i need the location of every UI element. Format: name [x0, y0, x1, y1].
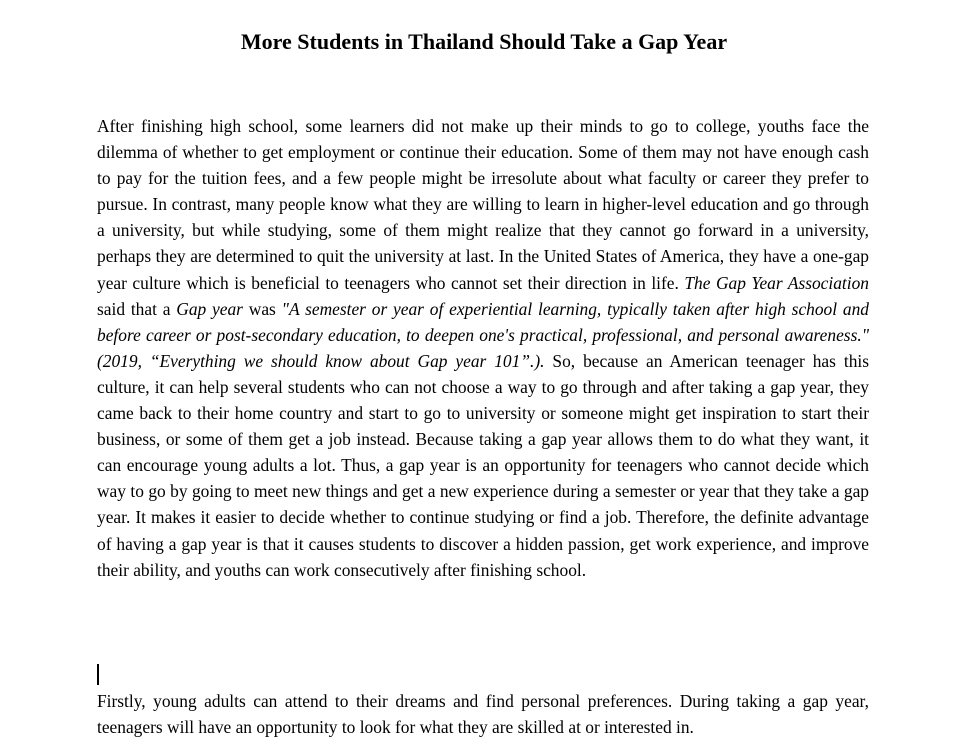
gap-year-term: Gap year — [176, 298, 243, 319]
paragraph-intro-text-3: was — [242, 298, 282, 319]
gap-year-association-name: The Gap Year Association — [684, 272, 869, 293]
paragraph-intro-text-4: So, because an American teenager has this culture, it can help several students who can not choose a way to go through and after taking a gap year, they came back to their home country and start to go to university or someone might get inspiration to start their business, or some of them get a job instead. Because taking a gap year allows them to do what they want, it can encourage young adults a lot. Thus, a gap year is an opportunity for teenagers who cannot decide which way to go by going to meet new things and get a new experience during a semester or year that they take a gap year. It makes it easier to decide whether to continue studying or find a job. Therefore, the definite advantage of having a gap year is that it causes students to discover a hidden passion, get work experience, and improve their ability, and youths can work consecutively after finishing school. — [97, 350, 869, 580]
paragraph-intro-text-1: After finishing high school, some learners did not make up their minds to go to college, youths face the dilemma of whether to get employment or continue their education. Some of them may not have enough cash to pay for the tuition fees, and a few people might be irresolute about what faculty or career they prefer to pursue. In contrast, many people know what they are willing to learn in higher-level education and go through a university, but while studying, some of them might realize that they cannot go forward in a university, perhaps they are determined to quit the university at last. In the United States of America, they have a one-gap year culture which is beneficial to teenagers who cannot set their direction in life. — [97, 116, 869, 293]
paragraph-firstly: Firstly, young adults can attend to their dreams and find personal preferences. During taking a gap year, teenagers will have an opportunity to look for what they are skilled at or interested in. — [97, 691, 869, 738]
text-cursor[interactable] — [97, 664, 99, 685]
document-title: More Students in Thailand Should Take a Gap Year — [240, 29, 728, 54]
paragraph-intro-text-2: said that a — [97, 298, 177, 319]
paragraph-intro — [97, 113, 869, 583]
gap-year-definition-quote: "A semester or year of experiential learning, typically taken after high school and before career or post-secondary education, to deepen one's practical, professional, and personal awareness." (2019, “Everything we should know about Gap year 101”.). — [97, 298, 869, 371]
